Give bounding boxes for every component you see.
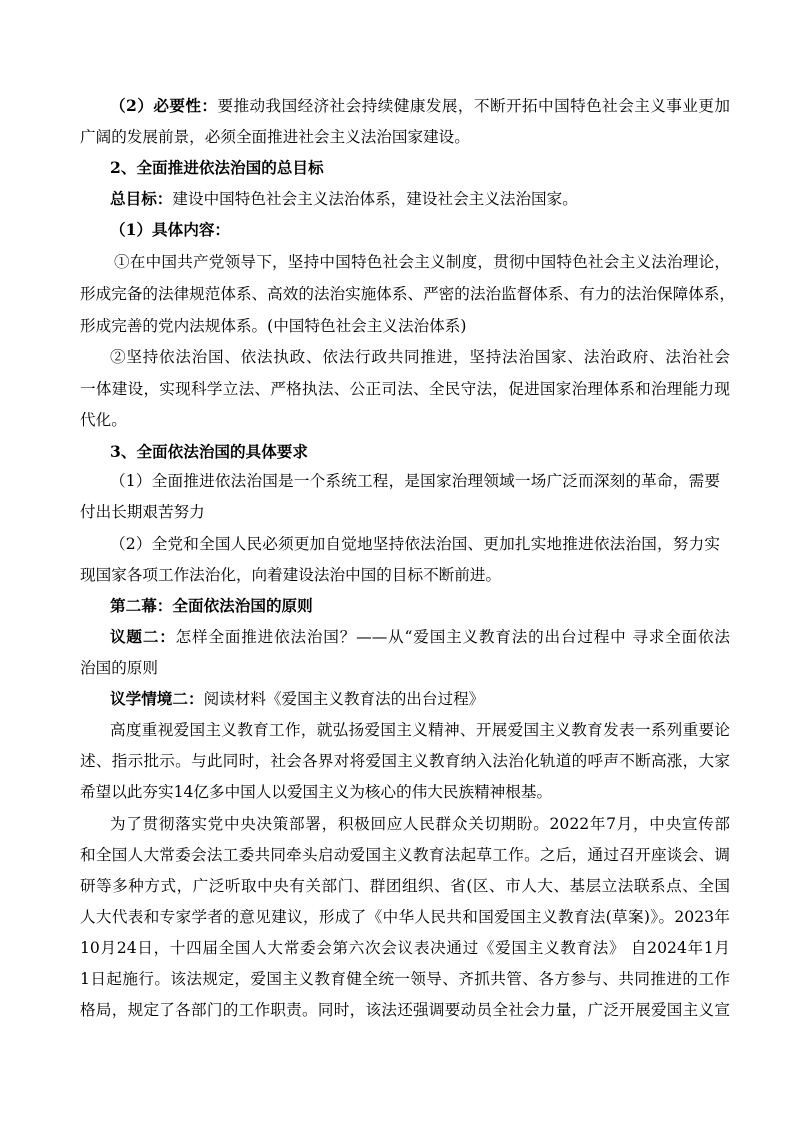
material2-line-6: 1日起施行。该法规定，爱国主义教育健全统一领导、齐抓共管、各方参与、共同推进的工作 bbox=[80, 970, 730, 988]
material2-line-1: 为了贯彻落实党中央决策部署，积极回应人民群众关切期盼。2022年7月，中央宣传部 bbox=[110, 815, 730, 833]
material1-line-3: 希望以此夯实14亿多中国人以爱国主义为核心的伟大民族精神根基。 bbox=[80, 783, 553, 801]
necessity-label: （2）必要性： bbox=[110, 96, 218, 115]
necessity-text-1: 要推动我国经济社会持续健康发展，不断开拓中国特色社会主义事业更加 bbox=[217, 97, 730, 115]
material2-line-7: 格局，规定了各部门的工作职责。同时，该法还强调要动员全社会力量，广泛开展爱国主义宣 bbox=[80, 1001, 730, 1019]
material2-line-4: 人大代表和专家学者的意见建议，形成了《中华人民共和国爱国主义教育法(草案)》。2023年 bbox=[80, 908, 730, 926]
scene2-label: 议学情境二： bbox=[110, 689, 204, 708]
topic2-text-1: 怎样全面推进依法治国？——从“爱国主义教育法的出台过程中 寻求全面依法 bbox=[175, 628, 730, 646]
item2-line-2: 一体建设，实现科学立法、严格执法、公正司法、全民守法，促进国家治理体系和治理能力现 bbox=[80, 380, 730, 398]
topic2-line-1 bbox=[110, 626, 730, 648]
heading-specific-requirements: 3、全面依法治国的具体要求 bbox=[110, 442, 308, 461]
topic2-label: 议题二： bbox=[110, 627, 176, 646]
req2-line-2: 现国家各项工作法治化，向着建设法治中国的目标不断前进。 bbox=[80, 566, 502, 584]
material2-line-3: 研等多种方式，广泛听取中央有关部门、群团组织、省(区、市人大、基层立法联系点、全国 bbox=[80, 877, 730, 895]
item2-line-3: 代化。 bbox=[80, 411, 127, 429]
material1-line-1: 高度重视爱国主义教育工作，就弘扬爱国主义精神、开展爱国主义教育发表一系列重要论 bbox=[110, 721, 730, 739]
req1-line-1: （1）全面推进依法治国是一个系统工程，是国家治理领域一场广泛而深刻的革命，需要 bbox=[110, 472, 720, 490]
topic2-line-2: 治国的原则 bbox=[80, 659, 158, 677]
item1-line-1: ①在中国共产党领导下，坚持中国特色社会主义制度，贯彻中国特色社会主义法治理论， bbox=[114, 253, 730, 271]
scene2-line bbox=[110, 688, 760, 710]
item1-line-2: 形成完备的法律规范体系、高效的法治实施体系、严密的法治监督体系、有力的法治保障体系， bbox=[80, 285, 735, 303]
necessity-line-2: 广阔的发展前景，必须全面推进社会主义法治国家建设。 bbox=[80, 128, 470, 146]
req2-line-1: （2）全党和全国人民必须更加自觉地坚持依法治国、更加扎实地推进依法治国，努力实 bbox=[110, 535, 720, 553]
specific-content-heading: （1）具体内容： bbox=[110, 220, 231, 239]
overall-goal-line bbox=[110, 188, 760, 210]
act-two-heading: 第二幕：全面依法治国的原则 bbox=[110, 596, 313, 615]
req1-line-2: 付出长期艰苦努力 bbox=[80, 503, 205, 521]
scene2-text: 阅读材料《爱国主义教育法的出台过程》 bbox=[203, 690, 485, 708]
item1-line-3: 形成完善的党内法规体系。(中国特色社会主义法治体系) bbox=[80, 317, 467, 335]
necessity-line-1 bbox=[110, 95, 730, 117]
heading-overall-goal: 2、全面推进依法治国的总目标 bbox=[110, 158, 324, 177]
overall-goal-text: 建设中国特色社会主义法治体系，建设社会主义法治国家。 bbox=[172, 190, 578, 208]
material2-line-5: 10月24日，十四届全国人大常委会第六次会议表决通过《爱国主义教育法》 自2024年1月 bbox=[80, 939, 730, 957]
overall-goal-label: 总目标： bbox=[110, 189, 173, 208]
material1-line-2: 述、指示批示。与此同时，社会各界对将爱国主义教育纳入法治化轨道的呼声不断高涨，大家 bbox=[80, 752, 730, 770]
material2-line-2: 和全国人大常委会法工委共同牵头启动爱国主义教育法起草工作。之后，通过召开座谈会、调 bbox=[80, 846, 730, 864]
item2-line-1: ②坚持依法治国、依法执政、依法行政共同推进，坚持法治国家、法治政府、法治社会 bbox=[110, 348, 730, 366]
